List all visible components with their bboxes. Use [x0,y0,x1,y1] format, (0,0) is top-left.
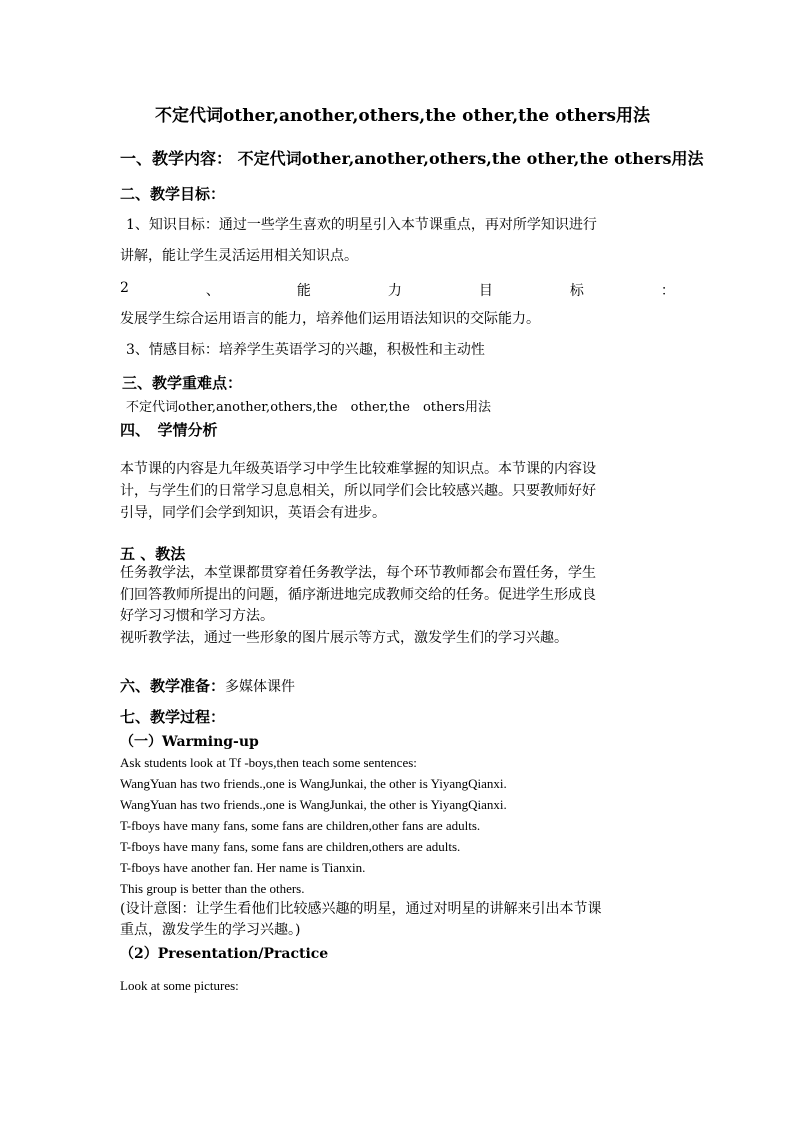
objective-2-char: 力 [387,283,402,299]
section-6-heading [120,676,295,696]
step-1-title: （一）Warming-up [120,734,259,750]
objective-3: 3、情感目标：培养学生英语学习的兴趣，积极性和主动性 [126,342,485,358]
objective-1-line-2: 讲解，能让学生灵活运用相关知识点。 [120,248,358,264]
key-point: 不定代词other,another,others,the other,the others用法 [126,400,491,415]
objective-2-char: 目 [478,283,493,299]
step-1-line: This group is better than the others. [120,881,305,896]
step-1-line: WangYuan has two friends.,one is WangJunkai, the other is YiyangQianxi. [120,776,507,791]
design-intent-line-2: 重点，激发学生的学习兴趣。) [120,922,301,938]
step-1-line: T-fboys have many fans, some fans are children,others are adults. [120,839,461,854]
section-6-value: 多媒体课件 [225,679,296,695]
section-3-heading: 三、教学重难点： [122,374,243,392]
step-1-line: T-fboys have many fans, some fans are children,other fans are adults. [120,818,481,833]
objective-2-char: 2 [120,280,129,296]
method-line-2: 们回答教师所提出的问题，循序渐进地完成教师交给的任务。促进学生形成良 [120,587,596,603]
step-2-line: Look at some pictures: [120,978,239,993]
objective-2-char: 标 [569,283,584,299]
method-line-4: 视听教学法，通过一些形象的图片展示等方式，激发学生们的学习兴趣。 [120,630,568,646]
section-7-heading: 七、教学过程： [120,708,226,726]
objective-2-heading [120,280,675,300]
design-intent-line-1: (设计意图：让学生看他们比较感兴趣的明星，通过对明星的讲解来引出本节课 [120,901,602,917]
step-1-line: WangYuan has two friends.,one is WangJunkai, the other is YiyangQianxi. [120,797,507,812]
method-line-3: 好学习习惯和学习方法。 [120,608,274,624]
analysis-line-3: 引导，同学们会学到知识，英语会有进步。 [120,505,386,521]
objective-2-char: ： [660,283,675,299]
step-1-line: T-fboys have another fan. Her name is Tianxin. [120,860,366,875]
method-line-1: 任务教学法，本堂课都贯穿着任务教学法，每个环节教师都会布置任务，学生 [120,565,596,581]
step-1-line: Ask students look at Tf -boys,then teach some sentences: [120,755,417,770]
step-2-title: （2）Presentation/Practice [120,946,329,962]
objective-2-char: 、 [205,283,220,299]
section-5-heading: 五 、教法 [120,545,186,563]
analysis-line-1: 本节课的内容是九年级英语学习中学生比较难掌握的知识点。本节课的内容设 [120,461,596,477]
section-4-heading: 四、 学情分析 [120,421,218,439]
objective-2-line-2: 发展学生综合运用语言的能力，培养他们运用语法知识的交际能力。 [120,311,540,327]
section-6-label: 六、教学准备： [120,677,226,695]
section-2-heading: 二、教学目标： [120,185,226,203]
document-title: 不定代词other,another,others,the other,the others用法 [155,106,650,126]
objective-2-char: 能 [296,283,311,299]
objective-1-line-1: 1、知识目标：通过一些学生喜欢的明星引入本节课重点，再对所学知识进行 [126,217,597,233]
analysis-line-2: 计，与学生们的日常学习息息相关，所以同学们会比较感兴趣。只要教师好好 [120,483,596,499]
section-1-heading: 一、教学内容： 不定代词other,another,others,the other,the others用法 [120,149,704,168]
